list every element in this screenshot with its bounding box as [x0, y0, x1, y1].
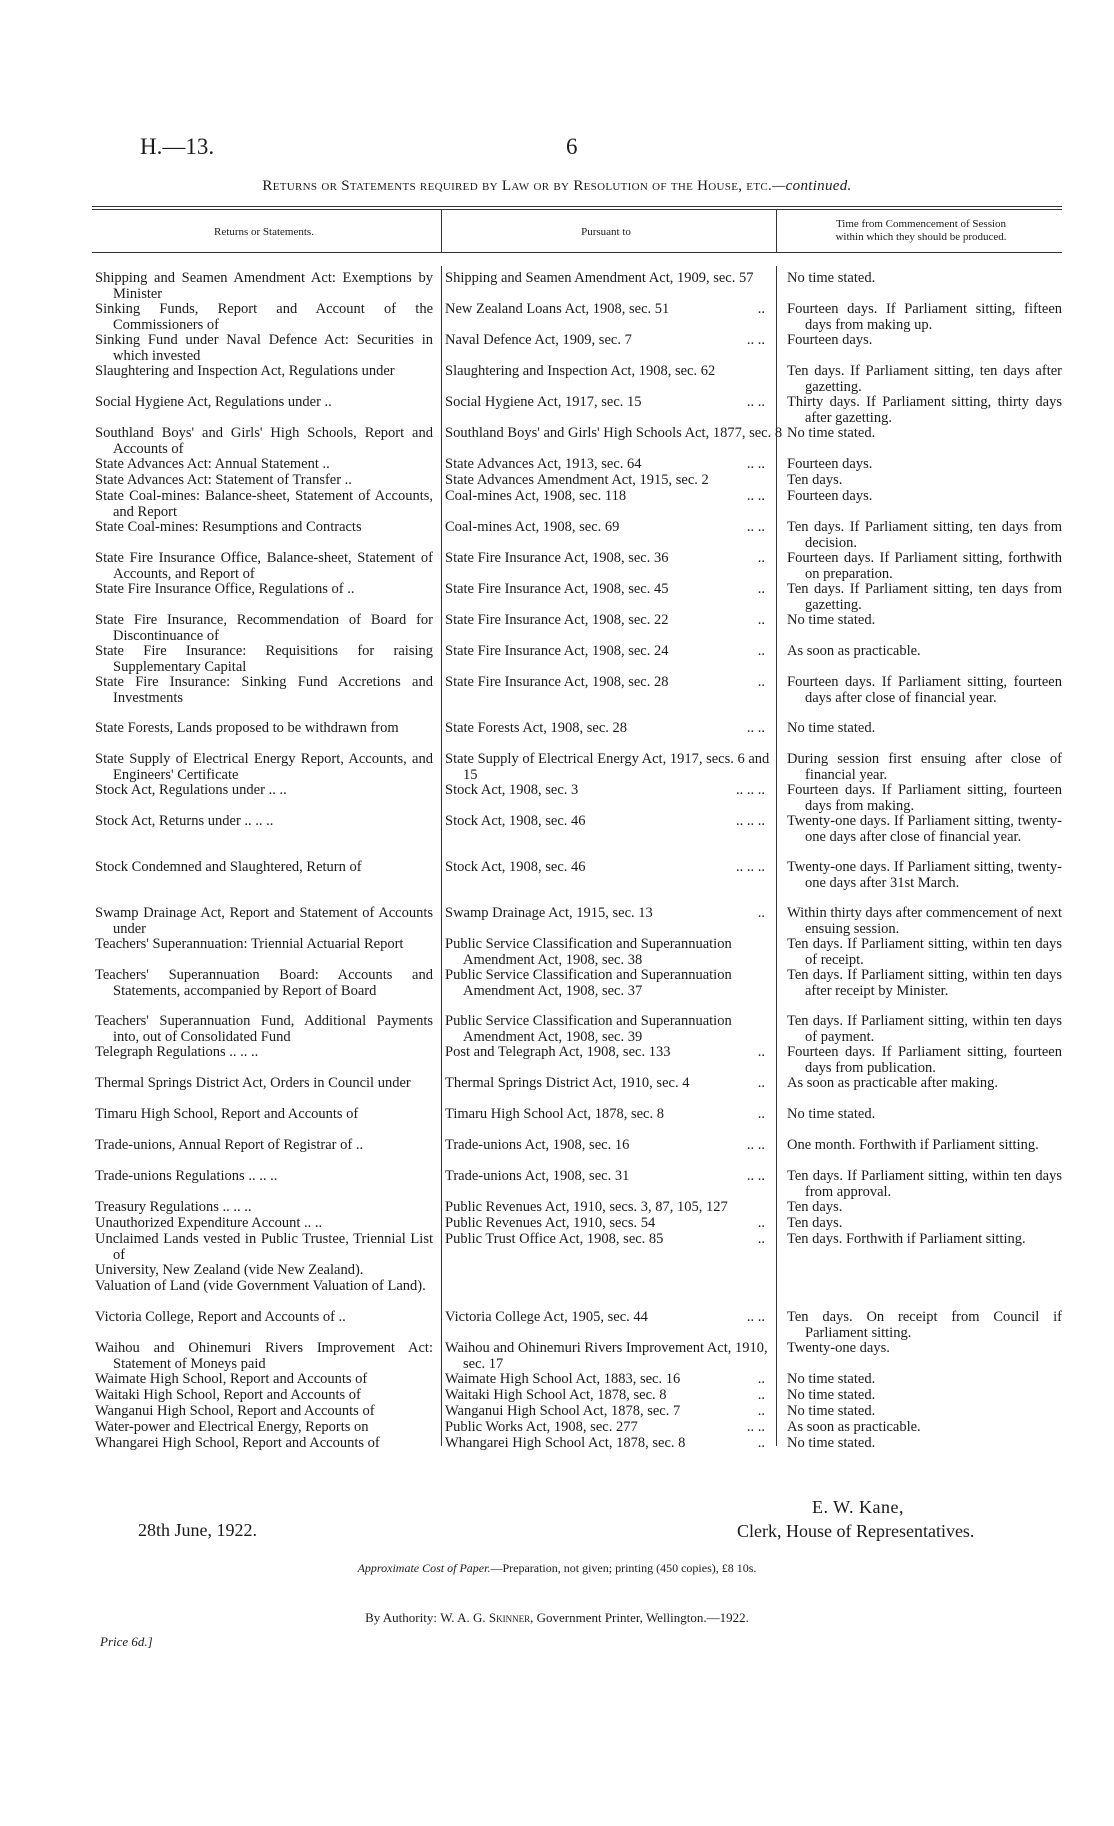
- table-title: [0, 178, 1114, 195]
- leader-dots: .. .. ..: [736, 782, 765, 798]
- pursuant-to-cell: Swamp Drainage Act, 1915, sec. 13: [445, 905, 653, 921]
- time-to-produce-cell: Ten days. If Parliament sitting, within ten days of payment.: [787, 1013, 1062, 1045]
- return-statement-cell: State Supply of Electrical Energy Report, Accounts, and Engineers' Certificate: [95, 751, 433, 783]
- return-statement-cell: Wanganui High School, Report and Accounts of: [95, 1403, 375, 1419]
- time-to-produce-cell: Fourteen days. If Parliament sitting, fifteen days from making up.: [787, 301, 1062, 333]
- return-statement-cell: State Fire Insurance: Sinking Fund Accretions and Investments: [95, 674, 433, 706]
- return-statement-cell: State Coal-mines: Balance-sheet, Statement of Accounts, and Report: [95, 488, 433, 520]
- time-to-produce-cell: No time stated.: [787, 1106, 876, 1122]
- time-to-produce-cell: Ten days. If Parliament sitting, within ten days of receipt.: [787, 936, 1062, 968]
- authority-suffix: , Government Printer, Wellington.—1922.: [530, 1610, 749, 1625]
- column-header-pursuant: Pursuant to: [581, 226, 631, 238]
- pursuant-to-cell: Naval Defence Act, 1909, sec. 7: [445, 332, 632, 348]
- return-statement-cell: Treasury Regulations .. .. ..: [95, 1199, 252, 1215]
- pursuant-to-cell: State Fire Insurance Act, 1908, sec. 36: [445, 550, 669, 566]
- pursuant-to-cell: State Supply of Electrical Energy Act, 1917, secs. 6 and 15: [445, 751, 770, 783]
- return-statement-cell: Teachers' Superannuation Fund, Additional Payments into, out of Consolidated Fund: [95, 1013, 433, 1045]
- time-to-produce-cell: No time stated.: [787, 1387, 876, 1403]
- printer-name: W. A. G. Skinner: [440, 1610, 531, 1625]
- leader-dots: .. ..: [746, 394, 765, 410]
- leader-dots: .. .. ..: [736, 859, 765, 875]
- return-statement-cell: Teachers' Superannuation: Triennial Actuarial Report: [95, 936, 404, 952]
- pursuant-to-cell: Waitaki High School Act, 1878, sec. 8: [445, 1387, 667, 1403]
- pursuant-to-cell: Public Works Act, 1908, sec. 277: [445, 1419, 638, 1435]
- time-to-produce-cell: Ten days. On receipt from Council if Parliament sitting.: [787, 1309, 1062, 1341]
- leader-dots: .. ..: [746, 456, 765, 472]
- time-to-produce-cell: Ten days. If Parliament sitting, ten days from decision.: [787, 519, 1062, 551]
- price: Price 6d.]: [100, 1634, 153, 1649]
- footer-date: 28th June, 1922.: [138, 1520, 257, 1540]
- pursuant-to-cell: Public Revenues Act, 1910, secs. 54: [445, 1215, 656, 1231]
- time-to-produce-cell: Fourteen days. If Parliament sitting, fourteen days after close of financial year.: [787, 674, 1062, 706]
- return-statement-cell: Sinking Fund under Naval Defence Act: Securities in which invested: [95, 332, 433, 364]
- return-statement-cell: Victoria College, Report and Accounts of ..: [95, 1309, 346, 1325]
- time-to-produce-cell: During session first ensuing after close of financial year.: [787, 751, 1062, 783]
- return-statement-cell: State Advances Act: Annual Statement ..: [95, 456, 330, 472]
- leader-dots: ..: [757, 301, 765, 317]
- return-statement-cell: Stock Condemned and Slaughtered, Return of: [95, 859, 362, 875]
- pursuant-to-cell: State Fire Insurance Act, 1908, sec. 28: [445, 674, 669, 690]
- authority-prefix: By Authority:: [365, 1610, 441, 1625]
- return-statement-cell: Sinking Funds, Report and Account of the Commissioners of: [95, 301, 433, 333]
- leader-dots: ..: [757, 1387, 765, 1403]
- time-to-produce-cell: Fourteen days.: [787, 456, 873, 472]
- return-statement-cell: Unclaimed Lands vested in Public Trustee, Triennial List of: [95, 1231, 433, 1263]
- leader-dots: ..: [757, 905, 765, 921]
- return-statement-cell: Shipping and Seamen Amendment Act: Exemptions by Minister: [95, 270, 433, 302]
- return-statement-cell: Telegraph Regulations .. .. ..: [95, 1044, 259, 1060]
- time-to-produce-cell: No time stated.: [787, 720, 876, 736]
- leader-dots: ..: [757, 581, 765, 597]
- return-statement-cell: State Advances Act: Statement of Transfer ..: [95, 472, 352, 488]
- return-statement-cell: University, New Zealand (vide New Zealand).: [95, 1262, 364, 1278]
- return-statement-cell: Waihou and Ohinemuri Rivers Improvement Act: Statement of Moneys paid: [95, 1340, 433, 1372]
- table-title-suffix: —continued.: [772, 178, 852, 194]
- pursuant-to-cell: Coal-mines Act, 1908, sec. 69: [445, 519, 620, 535]
- pursuant-to-cell: State Forests Act, 1908, sec. 28: [445, 720, 628, 736]
- pursuant-to-cell: Stock Act, 1908, sec. 46: [445, 859, 586, 875]
- pursuant-to-cell: Whangarei High School Act, 1878, sec. 8: [445, 1435, 686, 1451]
- leader-dots: .. ..: [746, 1309, 765, 1325]
- leader-dots: ..: [757, 643, 765, 659]
- pursuant-to-cell: Slaughtering and Inspection Act, 1908, sec. 62: [445, 363, 716, 379]
- return-statement-cell: State Fire Insurance, Recommendation of Board for Discontinuance of: [95, 612, 433, 644]
- printer-authority: [0, 1610, 1114, 1626]
- return-statement-cell: Timaru High School, Report and Accounts of: [95, 1106, 359, 1122]
- pursuant-to-cell: New Zealand Loans Act, 1908, sec. 51: [445, 301, 670, 317]
- pursuant-to-cell: Victoria College Act, 1905, sec. 44: [445, 1309, 648, 1325]
- return-statement-cell: Stock Act, Regulations under .. ..: [95, 782, 287, 798]
- time-to-produce-cell: No time stated.: [787, 270, 876, 286]
- pursuant-to-cell: Trade-unions Act, 1908, sec. 16: [445, 1137, 630, 1153]
- leader-dots: ..: [757, 1371, 765, 1387]
- table-title-main: Returns or Statements required by Law or by Resolution of the House, etc.: [262, 178, 773, 194]
- time-to-produce-cell: Ten days. Forthwith if Parliament sitting.: [787, 1231, 1026, 1247]
- table-top-rule-double: [92, 209, 1062, 210]
- leader-dots: .. ..: [746, 1137, 765, 1153]
- leader-dots: ..: [757, 1044, 765, 1060]
- time-to-produce-cell: Ten days. If Parliament sitting, within ten days from approval.: [787, 1168, 1062, 1200]
- pursuant-to-cell: Public Service Classification and Superannuation Amendment Act, 1908, sec. 39: [445, 1013, 732, 1045]
- pursuant-to-cell: Shipping and Seamen Amendment Act, 1909, sec. 57: [445, 270, 754, 286]
- pursuant-to-cell: Public Trust Office Act, 1908, sec. 85: [445, 1231, 664, 1247]
- time-to-produce-cell: Twenty-one days. If Parliament sitting, twenty-one days after close of financial year.: [787, 813, 1062, 845]
- return-statement-cell: Waimate High School, Report and Accounts of: [95, 1371, 368, 1387]
- leader-dots: ..: [757, 1435, 765, 1451]
- time-to-produce-cell: Fourteen days.: [787, 488, 873, 504]
- time-to-produce-cell: Ten days.: [787, 1199, 843, 1215]
- column-divider-header-2: [776, 210, 777, 252]
- return-statement-cell: Southland Boys' and Girls' High Schools, Report and Accounts of: [95, 425, 433, 457]
- time-to-produce-cell: Ten days. If Parliament sitting, ten days after gazetting.: [787, 363, 1062, 395]
- pursuant-to-cell: Timaru High School Act, 1878, sec. 8: [445, 1106, 664, 1122]
- pursuant-to-cell: Post and Telegraph Act, 1908, sec. 133: [445, 1044, 671, 1060]
- leader-dots: .. ..: [746, 332, 765, 348]
- return-statement-cell: Trade-unions, Annual Report of Registrar of ..: [95, 1137, 364, 1153]
- return-statement-cell: Water-power and Electrical Energy, Reports on: [95, 1419, 369, 1435]
- pursuant-to-cell: Public Service Classification and Superannuation Amendment Act, 1908, sec. 37: [445, 967, 732, 999]
- leader-dots: .. ..: [746, 1168, 765, 1184]
- time-to-produce-cell: Thirty days. If Parliament sitting, thirty days after gazetting.: [787, 394, 1062, 426]
- time-to-produce-cell: Fourteen days. If Parliament sitting, forthwith on preparation.: [787, 550, 1062, 582]
- time-to-produce-cell: Within thirty days after commencement of next ensuing session.: [787, 905, 1062, 937]
- column-header-returns: Returns or Statements.: [214, 226, 314, 238]
- leader-dots: ..: [757, 1403, 765, 1419]
- time-to-produce-cell: Ten days. If Parliament sitting, within ten days after receipt by Minister.: [787, 967, 1062, 999]
- table-top-rule: [92, 206, 1062, 207]
- return-statement-cell: Swamp Drainage Act, Report and Statement of Accounts under: [95, 905, 433, 937]
- column-header-time-line2: within which they should be produced.: [835, 231, 1007, 243]
- leader-dots: ..: [757, 674, 765, 690]
- return-statement-cell: State Forests, Lands proposed to be withdrawn from: [95, 720, 399, 736]
- time-to-produce-cell: Ten days.: [787, 1215, 843, 1231]
- time-to-produce-cell: Twenty-one days.: [787, 1340, 890, 1356]
- time-to-produce-cell: No time stated.: [787, 1371, 876, 1387]
- time-to-produce-cell: No time stated.: [787, 612, 876, 628]
- return-statement-cell: State Fire Insurance Office, Regulations of ..: [95, 581, 355, 597]
- return-statement-cell: Social Hygiene Act, Regulations under ..: [95, 394, 332, 410]
- pursuant-to-cell: Coal-mines Act, 1908, sec. 118: [445, 488, 627, 504]
- table-header-rule: [92, 252, 1062, 253]
- column-divider-2: [776, 266, 777, 1446]
- time-to-produce-cell: As soon as practicable.: [787, 643, 921, 659]
- return-statement-cell: State Fire Insurance: Requisitions for raising Supplementary Capital: [95, 643, 433, 675]
- pursuant-to-cell: Southland Boys' and Girls' High Schools Act, 1877, sec. 8: [445, 425, 783, 441]
- leader-dots: ..: [757, 1075, 765, 1091]
- return-statement-cell: State Coal-mines: Resumptions and Contracts: [95, 519, 362, 535]
- signatory-name: E. W. Kane,: [812, 1497, 904, 1517]
- leader-dots: ..: [757, 1215, 765, 1231]
- time-to-produce-cell: As soon as practicable after making.: [787, 1075, 998, 1091]
- pursuant-to-cell: Trade-unions Act, 1908, sec. 31: [445, 1168, 630, 1184]
- return-statement-cell: Teachers' Superannuation Board: Accounts and Statements, accompanied by Report of Board: [95, 967, 433, 999]
- return-statement-cell: Slaughtering and Inspection Act, Regulations under: [95, 363, 395, 379]
- return-statement-cell: Thermal Springs District Act, Orders in Council under: [95, 1075, 411, 1091]
- time-to-produce-cell: Fourteen days. If Parliament sitting, fourteen days from making.: [787, 782, 1062, 814]
- return-statement-cell: Trade-unions Regulations .. .. ..: [95, 1168, 278, 1184]
- cost-text: —Preparation, not given; printing (450 copies), £8 10s.: [490, 1561, 757, 1575]
- time-to-produce-cell: As soon as practicable.: [787, 1419, 921, 1435]
- leader-dots: ..: [757, 612, 765, 628]
- cost-of-paper: [0, 1561, 1114, 1576]
- column-divider-header-1: [441, 210, 442, 252]
- pursuant-to-cell: Thermal Springs District Act, 1910, sec. 4: [445, 1075, 690, 1091]
- time-to-produce-cell: Ten days.: [787, 472, 843, 488]
- pursuant-to-cell: Public Service Classification and Superannuation Amendment Act, 1908, sec. 38: [445, 936, 732, 968]
- leader-dots: .. ..: [746, 519, 765, 535]
- leader-dots: .. ..: [746, 1419, 765, 1435]
- pursuant-to-cell: State Advances Amendment Act, 1915, sec. 2: [445, 472, 709, 488]
- pursuant-to-cell: Wanganui High School Act, 1878, sec. 7: [445, 1403, 681, 1419]
- column-header-time: [780, 218, 1062, 244]
- time-to-produce-cell: Ten days. If Parliament sitting, ten days from gazetting.: [787, 581, 1062, 613]
- column-header-time-line1: Time from Commencement of Session: [835, 218, 1007, 230]
- document-reference: H.—13.: [140, 134, 215, 159]
- pursuant-to-cell: Stock Act, 1908, sec. 46: [445, 813, 586, 829]
- cost-label: Approximate Cost of Paper.: [357, 1561, 491, 1575]
- return-statement-cell: Waitaki High School, Report and Accounts of: [95, 1387, 361, 1403]
- pursuant-to-cell: State Advances Act, 1913, sec. 64: [445, 456, 642, 472]
- return-statement-cell: Unauthorized Expenditure Account .. ..: [95, 1215, 323, 1231]
- pursuant-to-cell: Waihou and Ohinemuri Rivers Improvement Act, 1910, sec. 17: [445, 1340, 768, 1372]
- time-to-produce-cell: Fourteen days. If Parliament sitting, fourteen days from publication.: [787, 1044, 1062, 1076]
- return-statement-cell: Stock Act, Returns under .. .. ..: [95, 813, 274, 829]
- return-statement-cell: State Fire Insurance Office, Balance-sheet, Statement of Accounts, and Report of: [95, 550, 433, 582]
- time-to-produce-cell: Fourteen days.: [787, 332, 873, 348]
- signatory-title: Clerk, House of Representatives.: [737, 1521, 975, 1541]
- leader-dots: ..: [757, 550, 765, 566]
- return-statement-cell: Whangarei High School, Report and Accounts of: [95, 1435, 380, 1451]
- time-to-produce-cell: Twenty-one days. If Parliament sitting, twenty-one days after 31st March.: [787, 859, 1062, 891]
- leader-dots: ..: [757, 1231, 765, 1247]
- pursuant-to-cell: Public Revenues Act, 1910, secs. 3, 87, 105, 127: [445, 1199, 728, 1215]
- time-to-produce-cell: One month. Forthwith if Parliament sitting.: [787, 1137, 1039, 1153]
- leader-dots: .. .. ..: [736, 813, 765, 829]
- time-to-produce-cell: No time stated.: [787, 1403, 876, 1419]
- time-to-produce-cell: No time stated.: [787, 425, 876, 441]
- page-number: 6: [566, 134, 578, 159]
- leader-dots: ..: [757, 1106, 765, 1122]
- pursuant-to-cell: State Fire Insurance Act, 1908, sec. 45: [445, 581, 669, 597]
- pursuant-to-cell: State Fire Insurance Act, 1908, sec. 22: [445, 612, 669, 628]
- pursuant-to-cell: Stock Act, 1908, sec. 3: [445, 782, 579, 798]
- column-divider-1: [441, 266, 442, 1446]
- pursuant-to-cell: Waimate High School Act, 1883, sec. 16: [445, 1371, 681, 1387]
- pursuant-to-cell: State Fire Insurance Act, 1908, sec. 24: [445, 643, 669, 659]
- pursuant-to-cell: Social Hygiene Act, 1917, sec. 15: [445, 394, 642, 410]
- return-statement-cell: Valuation of Land (vide Government Valuation of Land).: [95, 1278, 426, 1294]
- leader-dots: .. ..: [746, 720, 765, 736]
- time-to-produce-cell: No time stated.: [787, 1435, 876, 1451]
- leader-dots: .. ..: [746, 488, 765, 504]
